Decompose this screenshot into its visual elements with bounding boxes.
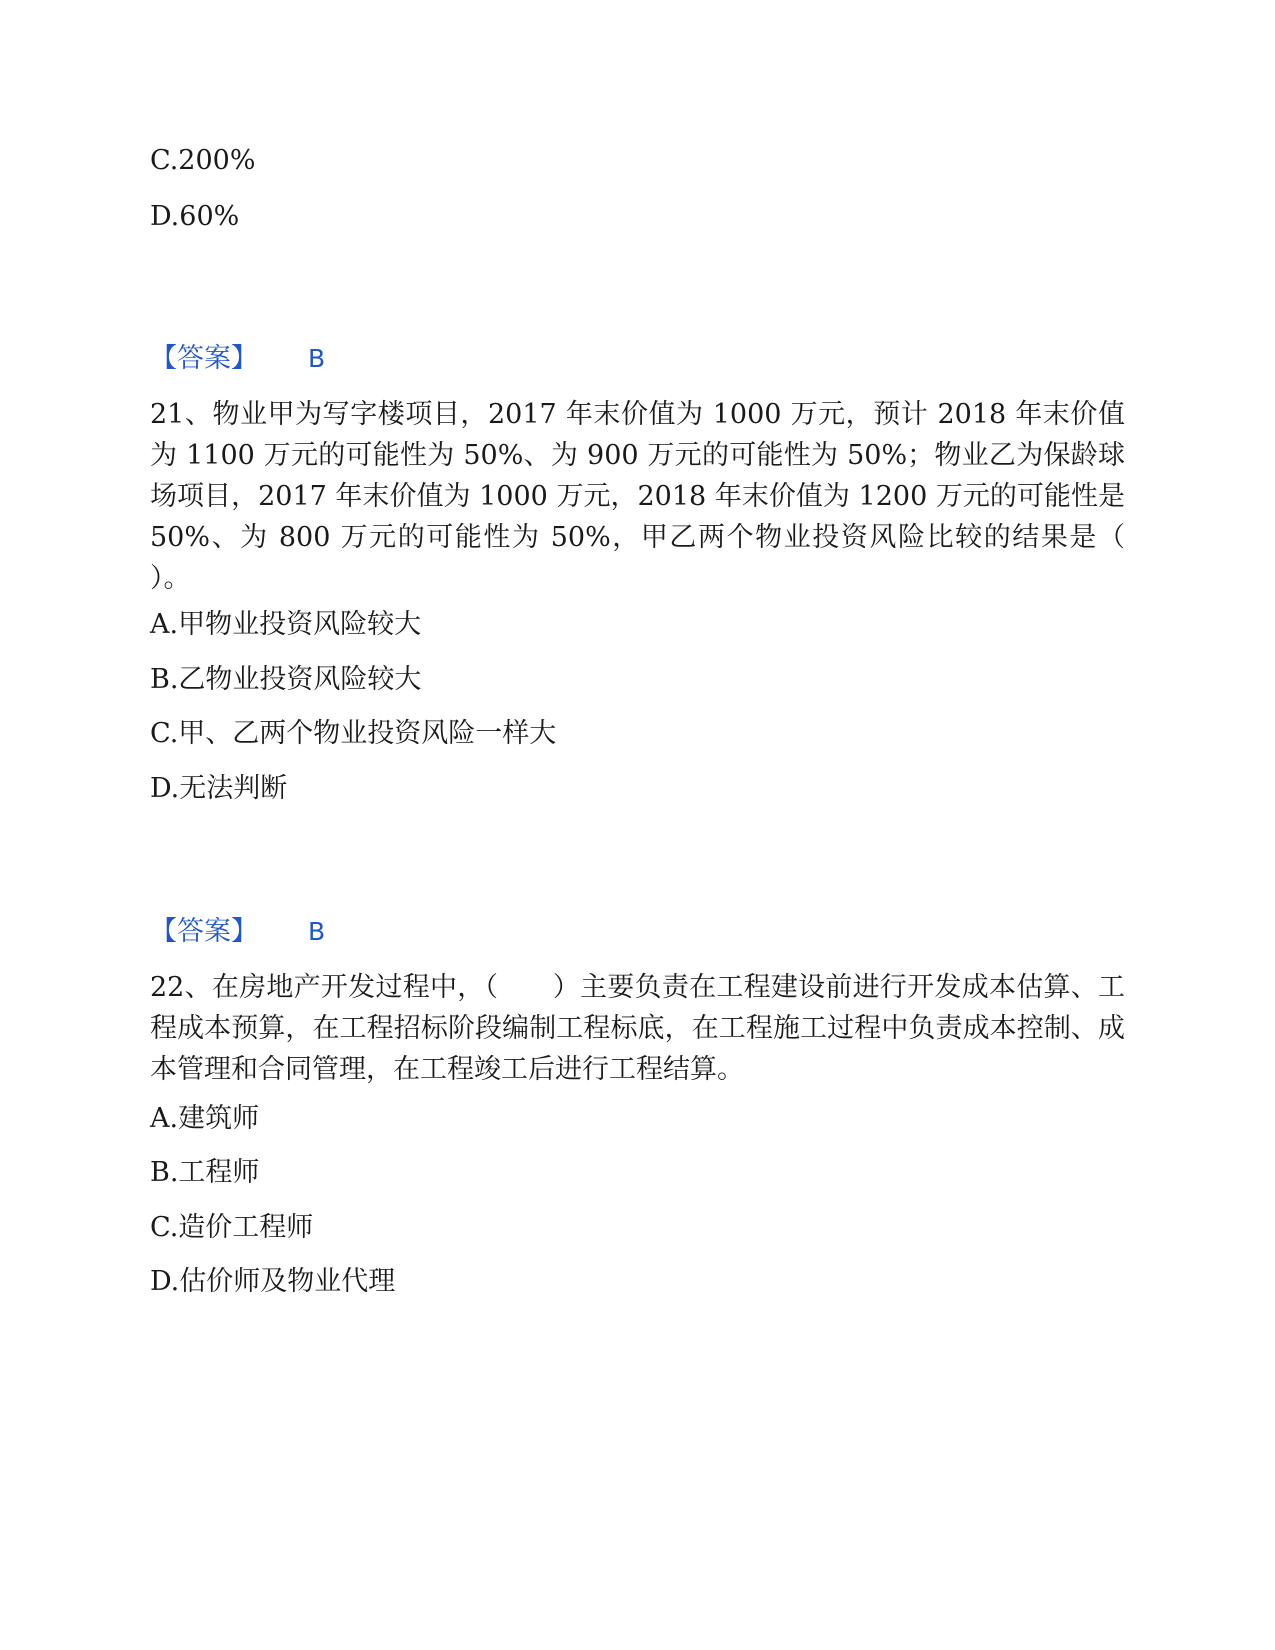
answer-tag: 【答案】 <box>150 916 258 947</box>
q22-option-b: B.工程师 <box>150 1157 260 1188</box>
q21-option-a: A.甲物业投资风险较大 <box>150 609 422 640</box>
answer-value: B <box>308 917 326 946</box>
question-21-text: 21、物业甲为写字楼项目，2017 年末价值为 1000 万元，预计 2018 年末价值为 1100 万元的可能性为 50%、为 900 万元的可能性为 50%；物业乙为保龄球场项目，2017 年末价值为 1000 万元，2018 年末价值为 1200 万元的可能性是 50%、为 800 万元的可能性为 50%，甲乙两个物业投资风险比较的结果是（ ）。 <box>150 399 1125 594</box>
question-22-text: 22、在房地产开发过程中，（ ）主要负责在工程建设前进行开发成本估算、工程成本预算，在工程招标阶段编制工程标底，在工程施工过程中负责成本控制、成本管理和合同管理，在工程竣工后进行工程结算。 <box>150 972 1125 1085</box>
answer-line-q20 <box>150 343 1125 375</box>
q22-option-a: A.建筑师 <box>150 1103 260 1134</box>
q22-option-c: C.造价工程师 <box>150 1212 314 1243</box>
answer-value: B <box>308 344 326 373</box>
prev-option-c: C.200% <box>150 145 256 176</box>
q21-option-c: C.甲、乙两个物业投资风险一样大 <box>150 718 557 749</box>
answer-line-q21 <box>150 916 1125 948</box>
q21-option-d: D.无法判断 <box>150 773 288 804</box>
q21-option-b: B.乙物业投资风险较大 <box>150 664 422 695</box>
q22-option-d: D.估价师及物业代理 <box>150 1266 396 1297</box>
prev-option-d: D.60% <box>150 201 240 232</box>
answer-tag: 【答案】 <box>150 343 258 374</box>
